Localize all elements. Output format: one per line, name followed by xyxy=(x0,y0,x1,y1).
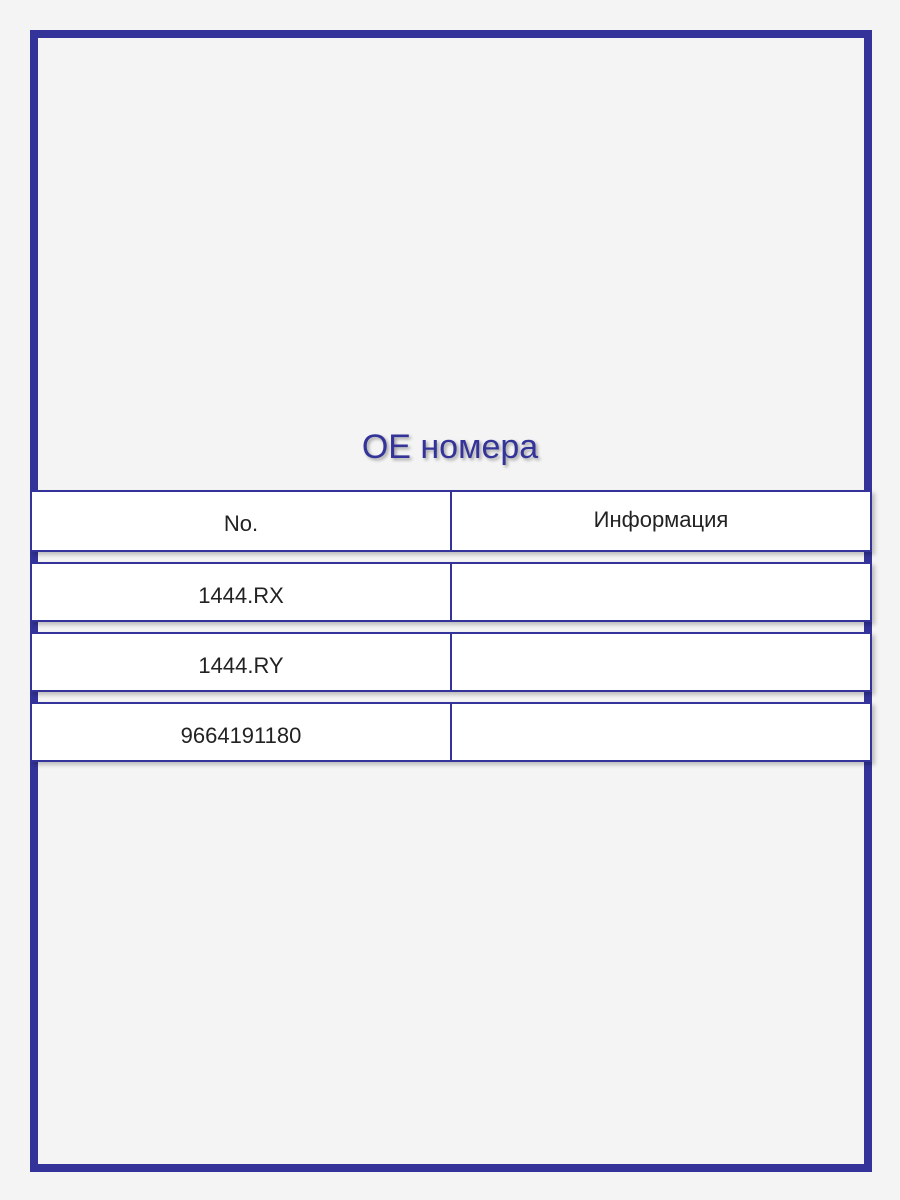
header-cell-info xyxy=(452,492,870,550)
table-header-row xyxy=(30,490,872,552)
table-row xyxy=(30,702,872,762)
page-title: OE номера xyxy=(361,428,539,466)
cell-info xyxy=(452,564,870,620)
cell-oe-number xyxy=(32,564,452,620)
cell-info xyxy=(452,634,870,690)
oe-number-text: 9664191180 xyxy=(180,723,302,748)
oe-number-text: 1444.RX xyxy=(198,583,284,608)
header-label-no: No. xyxy=(223,511,259,536)
table-row xyxy=(30,562,872,622)
oe-number-text: 1444.RY xyxy=(198,653,284,678)
header-cell-no xyxy=(32,492,452,550)
cell-info xyxy=(452,704,870,760)
table-row xyxy=(30,632,872,692)
cell-oe-number xyxy=(32,634,452,690)
header-label-info: Информация xyxy=(593,507,729,532)
cell-oe-number xyxy=(32,704,452,760)
oe-numbers-table xyxy=(30,490,872,772)
